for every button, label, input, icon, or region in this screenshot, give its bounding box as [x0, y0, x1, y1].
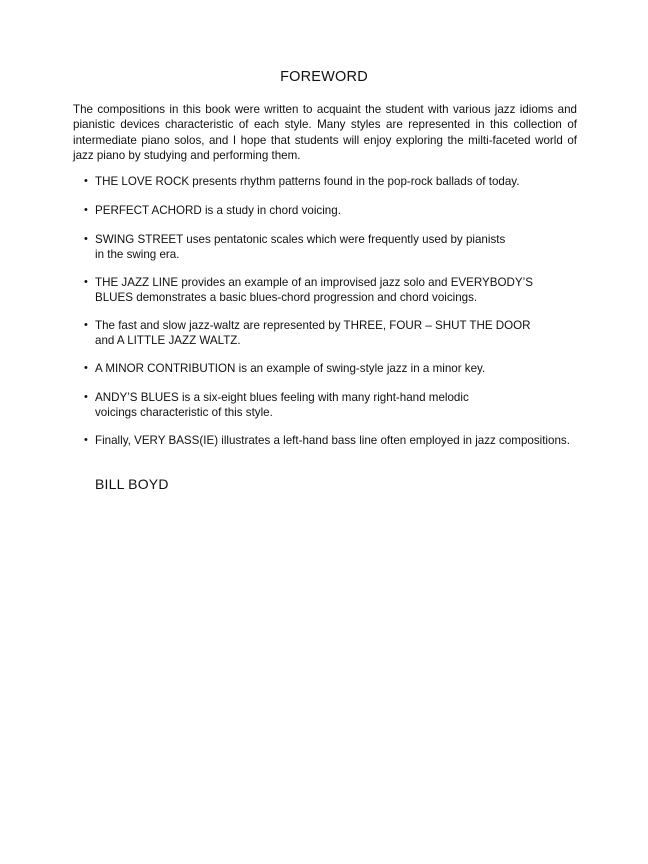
list-item [84, 203, 584, 218]
bullet-icon: • [84, 362, 88, 374]
bullet-icon: • [84, 276, 88, 288]
page-title: FOREWORD [280, 69, 368, 85]
list-item-text: Finally, VERY BASS(IE) illustrates a left-hand bass line often employed in jazz compositions. [95, 434, 570, 447]
list-item-text: THE JAZZ LINE provides an example of an improvised jazz solo and EVERYBODY’S BLUES demonstrates a basic blues-chord progression and chord voicings. [95, 276, 533, 305]
list-item [84, 433, 584, 448]
list-item [84, 318, 584, 348]
list-item-text: SWING STREET uses pentatonic scales which were frequently used by pianists in the swing era. [95, 233, 506, 262]
list-item [84, 390, 584, 420]
list-item-text: The fast and slow jazz-waltz are represented by THREE, FOUR – SHUT THE DOOR and A LITTLE JAZZ WALTZ. [95, 319, 531, 348]
bullet-icon: • [84, 233, 88, 245]
list-item [84, 361, 584, 376]
list-item-text: PERFECT ACHORD is a study in chord voicing. [95, 204, 341, 217]
bullet-icon: • [84, 434, 88, 446]
list-item [84, 232, 584, 262]
bullet-icon: • [84, 175, 88, 187]
list-item-text: THE LOVE ROCK presents rhythm patterns found in the pop-rock ballads of today. [95, 175, 520, 188]
bullet-icon: • [84, 391, 88, 403]
bullet-icon: • [84, 204, 88, 216]
list-item-text: A MINOR CONTRIBUTION is an example of swing-style jazz in a minor key. [95, 362, 486, 375]
bullet-icon: • [84, 319, 88, 331]
list-item [84, 174, 584, 189]
intro-paragraph: The compositions in this book were written to acquaint the student with various jazz idioms and pianistic devices characteristic of each style. Many styles are represented in this collection of intermediate piano solos, and I hope that students will enjoy exploring the milti-faceted world of jazz piano by studying and performing them. [73, 103, 577, 163]
author-signature: BILL BOYD [95, 476, 169, 492]
list-item-text: ANDY’S BLUES is a six-eight blues feeling with many right-hand melodic voicings characteristic of this style. [95, 391, 469, 420]
list-item [84, 275, 584, 305]
